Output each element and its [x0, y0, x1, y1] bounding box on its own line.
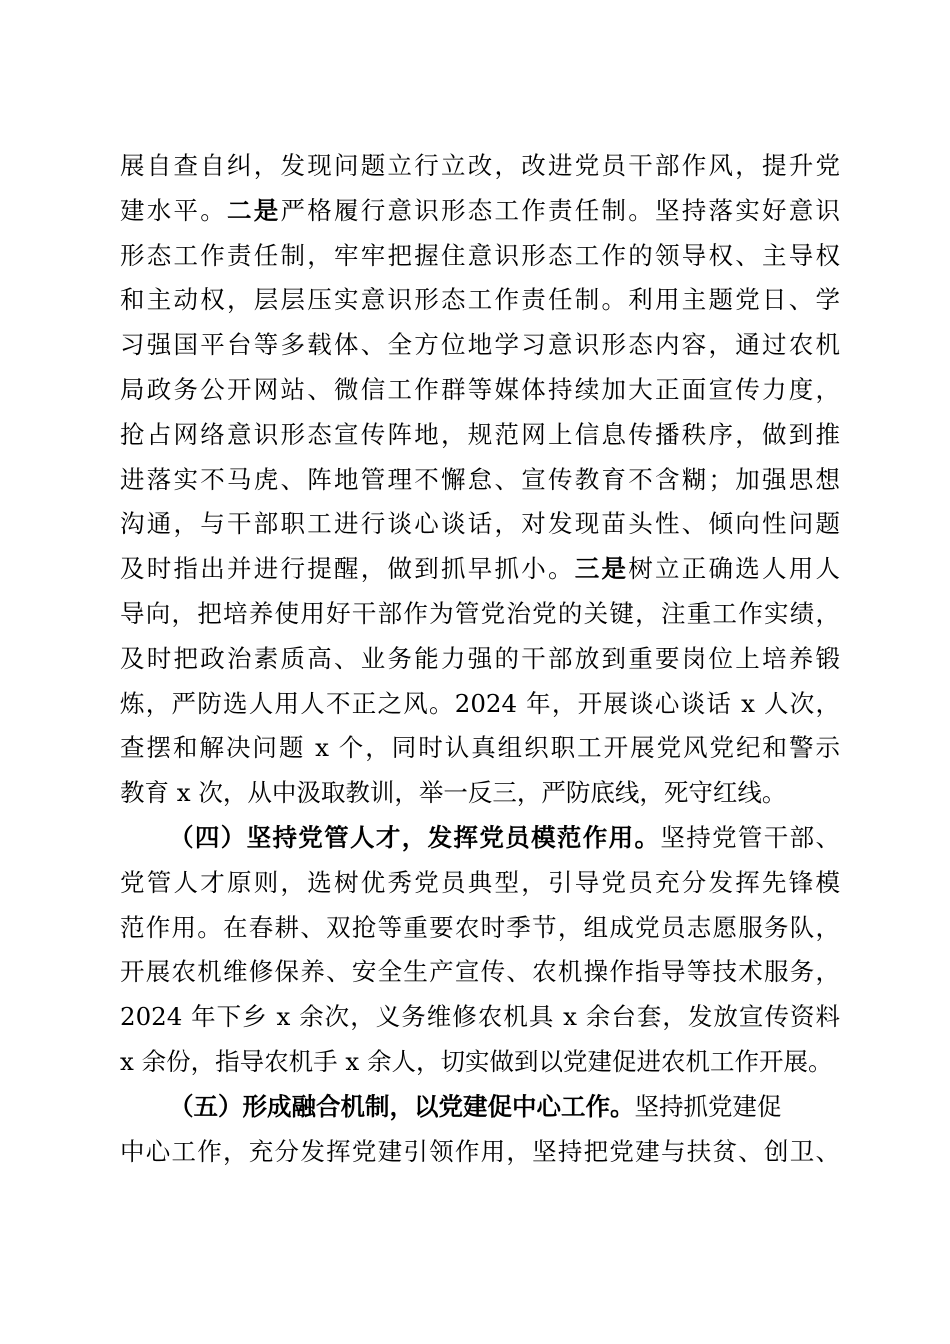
text-line: [120, 553, 840, 585]
text-line: [120, 329, 840, 361]
text-line: [120, 284, 840, 316]
text-segment: 及时指出并进行提醒，做到抓早抓小。: [120, 554, 575, 584]
text-segment: 坚持党管干部、: [660, 823, 841, 852]
text-segment: 及时把政治素质高、业务能力强的干部放到重要岗位上培养锻: [120, 643, 840, 673]
text-line: [120, 956, 840, 988]
text-segment: 建水平。: [120, 195, 227, 225]
text-segment: 2024 年下乡 x 余次，义务维修农机具 x 余台套，发放宣传资料: [120, 1002, 840, 1032]
text-segment: 开展农机维修保养、安全生产宣传、农机操作指导等技术服务，: [120, 957, 840, 987]
text-line: [120, 867, 840, 899]
text-line: [120, 419, 840, 451]
text-line: [120, 464, 840, 496]
text-segment: 范作用。在春耕、双抢等重要农时季节，组成党员志愿服务队，: [120, 912, 840, 942]
text-segment: 坚持抓党建促: [634, 1091, 782, 1121]
text-line: [120, 777, 840, 809]
text-segment: 严格履行意识形态工作责任制。坚持落实好意识: [280, 195, 840, 225]
text-line: [120, 1046, 840, 1078]
text-line: [120, 912, 840, 944]
text-line: [169, 1091, 840, 1123]
text-line: [120, 732, 840, 764]
text-segment: 教育 x 次，从中汲取教训，举一反三，严防底线，死守红线。: [120, 778, 787, 808]
text-segment: 树立正确选人用人: [628, 554, 840, 584]
text-segment: 形态工作责任制，牢牢把握住意识形态工作的领导权、主导权: [120, 240, 840, 270]
text-line: [120, 240, 840, 272]
text-line: [120, 1136, 840, 1168]
text-line: [120, 688, 840, 720]
text-segment: 展自查自纠，发现问题立行立改，改进党员干部作风，提升党: [120, 151, 840, 180]
text-segment: 进落实不马虎、阵地管理不懈怠、宣传教育不含糊；加强思想: [120, 464, 840, 494]
bold-text-segment: 三是: [574, 554, 629, 584]
text-segment: 局政务公开网站、微信工作群等媒体持续加大正面宣传力度，: [120, 375, 840, 404]
text-segment: 党管人才原则，选树优秀党员典型，引导党员充分发挥先锋模: [120, 867, 840, 897]
text-line: [120, 374, 840, 406]
text-line: [120, 150, 840, 182]
text-segment: 和主动权，层层压实意识形态工作责任制。利用主题党日、学: [120, 285, 840, 315]
text-segment: x 余份，指导农机手 x 余人，切实做到以党建促进农机工作开展。: [120, 1047, 833, 1076]
text-segment: 查摆和解决问题 x 个，同时认真组织职工开展党风党纪和警示: [120, 733, 840, 763]
text-line: [120, 195, 840, 227]
text-line: [120, 598, 840, 630]
text-segment: 导向，把培养使用好干部作为管党治党的关键，注重工作实绩，: [120, 599, 840, 628]
text-line: [120, 643, 840, 675]
text-segment: 中心工作，充分发挥党建引领作用，坚持把党建与扶贫、创卫、: [120, 1136, 840, 1166]
bold-text-segment: 二是: [227, 195, 281, 225]
text-line: [120, 508, 840, 540]
text-line: [120, 1001, 840, 1033]
text-segment: 习强国平台等多载体、全方位地学习意识形态内容，通过农机: [120, 330, 840, 360]
text-segment: 抢占网络意识形态宣传阵地，规范网上信息传播秩序，做到推: [120, 419, 840, 449]
bold-text-segment: （五）形成融合机制，以党建促中心工作。: [169, 1091, 635, 1121]
text-segment: 沟通，与干部职工进行谈心谈话，对发现苗头性、倾向性问题: [120, 509, 840, 539]
bold-text-segment: （四）坚持党管人才，发挥党员模范作用。: [169, 823, 661, 852]
text-line: [169, 822, 840, 854]
text-segment: 炼，严防选人用人不正之风。2024 年，开展谈心谈话 x 人次，: [120, 688, 840, 718]
